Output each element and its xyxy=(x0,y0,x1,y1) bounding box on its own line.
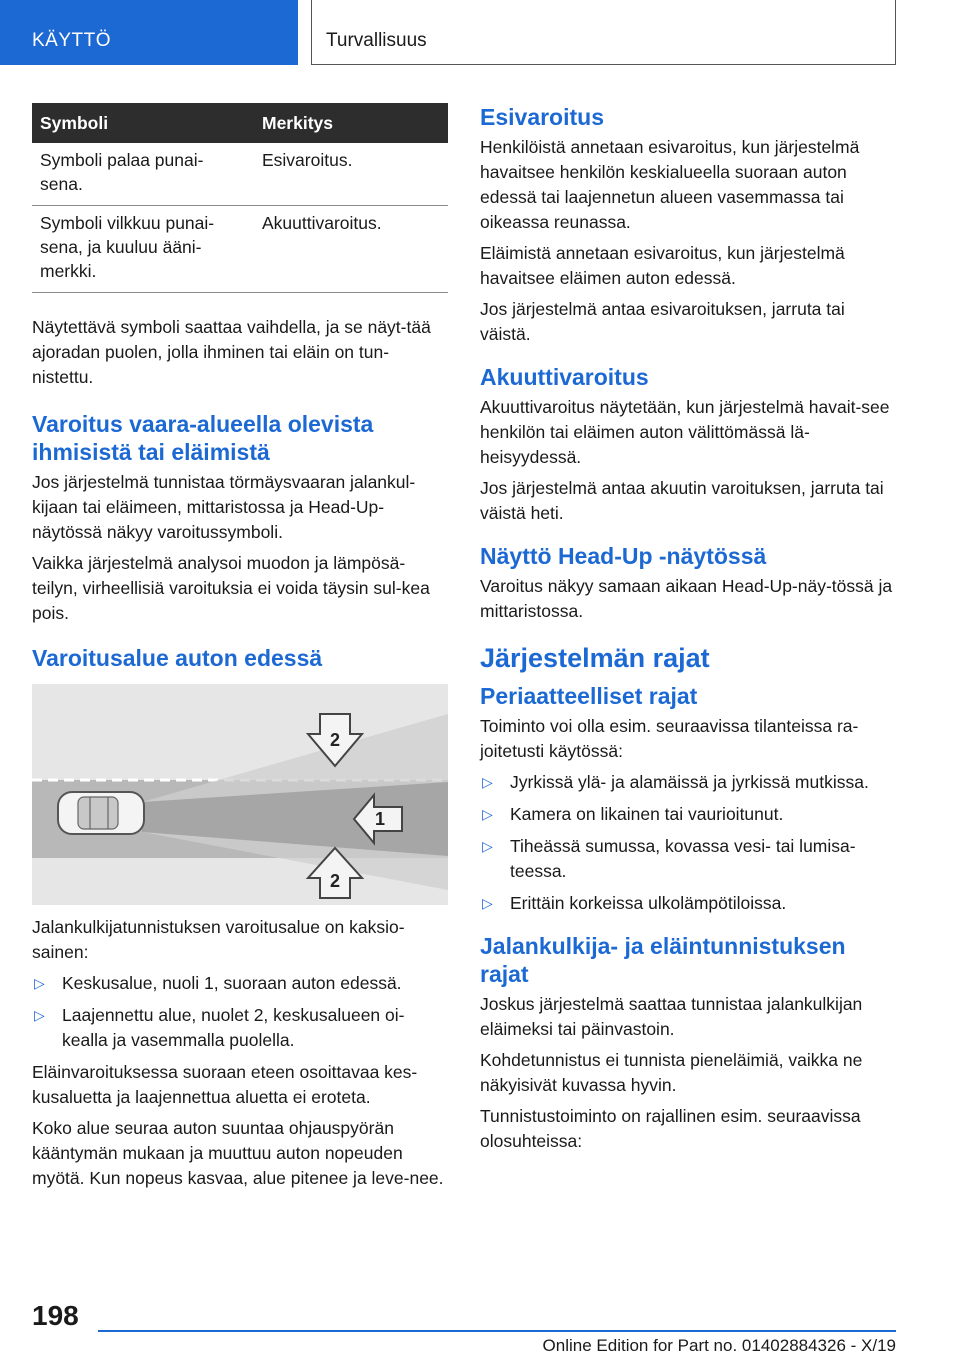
list-item-text: Erittäin korkeissa ulkolämpötiloissa. xyxy=(510,893,787,913)
footer-edition: Online Edition for Part no. 01402884326 - X/19 xyxy=(542,1336,896,1355)
header-section-label: KÄYTTÖ xyxy=(32,30,112,51)
symbol-table xyxy=(32,103,448,293)
heading-pedestrian-limits: Jalankulkija- ja eläintunnistuksen rajat xyxy=(480,933,846,987)
list-item xyxy=(32,971,448,996)
paragraph: Jos järjestelmä tunnistaa törmäysvaaran jalankul-kijaan tai eläimeen, mittaristossa ja Head-Up-näytössä näkyy varoitussymboli. xyxy=(32,472,416,542)
zone-list xyxy=(32,971,448,1053)
triangle-bullet-icon: ▷ xyxy=(482,895,493,911)
triangle-bullet-icon: ▷ xyxy=(34,975,45,991)
list-item xyxy=(480,770,896,795)
paragraph: Henkilöistä annetaan esivaroitus, kun järjestelmä havaitsee henkilön keskialueella suoraan auton edessä tai laajennetun alueen vasemmassa tai oikeassa reunassa. xyxy=(480,137,860,232)
paragraph: Eläinvaroituksessa suoraan eteen osoittavaa kes-kusaluetta ja laajennettua aluetta ei eroteta. xyxy=(32,1062,418,1107)
table-cell: Esivaroitus. xyxy=(254,143,448,206)
heading-acute-warning: Akuuttivaroitus xyxy=(480,364,649,390)
triangle-bullet-icon: ▷ xyxy=(482,774,493,790)
heading-basic-limits: Periaatteelliset rajat xyxy=(480,683,698,709)
list-item xyxy=(480,834,896,884)
heading-pre-warning: Esivaroitus xyxy=(480,104,604,130)
page-number: 198 xyxy=(32,1300,79,1331)
paragraph: Tunnistustoiminto on rajallinen esim. seuraavissa olosuhteissa: xyxy=(480,1106,861,1151)
heading-system-limits: Järjestelmän rajat xyxy=(480,643,710,673)
list-item-text: Keskusalue, nuoli 1, suoraan auton edessä. xyxy=(62,973,402,993)
table-cell: Symboli palaa punai- sena. xyxy=(32,143,254,206)
footer-divider xyxy=(98,1330,896,1332)
paragraph: Jalankulkijatunnistuksen varoitusalue on kaksio-sainen: xyxy=(32,917,405,962)
list-item-text: Tiheässä sumussa, kovassa vesi- tai lumisa-teessa. xyxy=(510,836,856,881)
list-item xyxy=(32,1003,448,1053)
header-section-tab xyxy=(0,0,298,65)
table-header-symbol: Symboli xyxy=(32,103,254,143)
paragraph: Varoitus näkyy samaan aikaan Head-Up-näy-tössä ja mittaristossa. xyxy=(480,576,893,621)
paragraph: Kohdetunnistus ei tunnista pieneläimiä, vaikka ne näkyisivät kuvassa hyvin. xyxy=(480,1050,863,1095)
paragraph: Jos järjestelmä antaa akuutin varoituksen, jarruta tai väistä heti. xyxy=(480,478,884,523)
table-header-row xyxy=(32,103,448,143)
heading-warning-zone: Varoitusalue auton edessä xyxy=(32,645,323,671)
heading-head-up-display: Näyttö Head-Up -näytössä xyxy=(480,543,767,569)
heading-warning-danger-zone: Varoitus vaara-alueella olevista ihmisistä tai eläimistä xyxy=(32,411,374,465)
triangle-bullet-icon: ▷ xyxy=(482,806,493,822)
paragraph: Eläimistä annetaan esivaroitus, kun järjestelmä havaitsee eläimen auton edessä. xyxy=(480,243,845,288)
warning-zone-diagram xyxy=(32,684,448,905)
arrow-label-top: 2 xyxy=(329,730,341,750)
header-chapter-label: Turvallisuus xyxy=(326,30,427,51)
table-header-meaning: Merkitys xyxy=(254,103,448,143)
table-row xyxy=(32,206,448,293)
list-item-text: Kamera on likainen tai vaurioitunut. xyxy=(510,804,784,824)
table-cell: Symboli vilkkuu punai- sena, ja kuuluu ääni- merkki. xyxy=(32,206,254,293)
list-item-text: Laajennettu alue, nuolet 2, keskusalueen oi-kealla ja vasemmalla puolella. xyxy=(62,1005,405,1050)
list-item xyxy=(480,891,896,916)
paragraph: Toiminto voi olla esim. seuraavissa tilanteissa ra-joitetusti käytössä: xyxy=(480,716,859,761)
paragraph: Akuuttivaroitus näytetään, kun järjestelmä havait-see henkilön tai eläimen auton välittömässä lä-heisyydessä. xyxy=(480,397,890,467)
paragraph: Vaikka järjestelmä analysoi muodon ja lämpösä-teilyn, virheellisiä varoituksia ei voida täysin sul-kea pois. xyxy=(32,553,430,623)
paragraph: Joskus järjestelmä saattaa tunnistaa jalankulkijan eläimeksi tai päinvastoin. xyxy=(480,994,863,1039)
paragraph: Näytettävä symboli saattaa vaihdella, ja se näyt-tää ajoradan puolen, jolla ihminen tai eläin on tun-nistettu. xyxy=(32,317,431,387)
arrow-label-center: 1 xyxy=(374,809,386,829)
list-item xyxy=(480,802,896,827)
paragraph: Koko alue seuraa auton suuntaa ohjauspyörän kääntymän mukaan ja muuttuu auton nopeuden myötä. Kun nopeus kasvaa, alue pitenee ja leve-nee. xyxy=(32,1118,444,1188)
table-row xyxy=(32,143,448,206)
header-chapter-box xyxy=(311,0,896,65)
triangle-bullet-icon: ▷ xyxy=(482,838,493,854)
car-icon xyxy=(58,792,144,834)
table-cell: Akuuttivaroitus. xyxy=(254,206,448,293)
arrow-label-bottom: 2 xyxy=(329,871,341,891)
limits-list xyxy=(480,770,896,916)
left-column xyxy=(32,103,448,1197)
right-column xyxy=(480,103,896,1160)
list-item-text: Jyrkissä ylä- ja alamäissä ja jyrkissä mutkissa. xyxy=(510,772,869,792)
paragraph: Jos järjestelmä antaa esivaroituksen, jarruta tai väistä. xyxy=(480,299,845,344)
triangle-bullet-icon: ▷ xyxy=(34,1007,45,1023)
